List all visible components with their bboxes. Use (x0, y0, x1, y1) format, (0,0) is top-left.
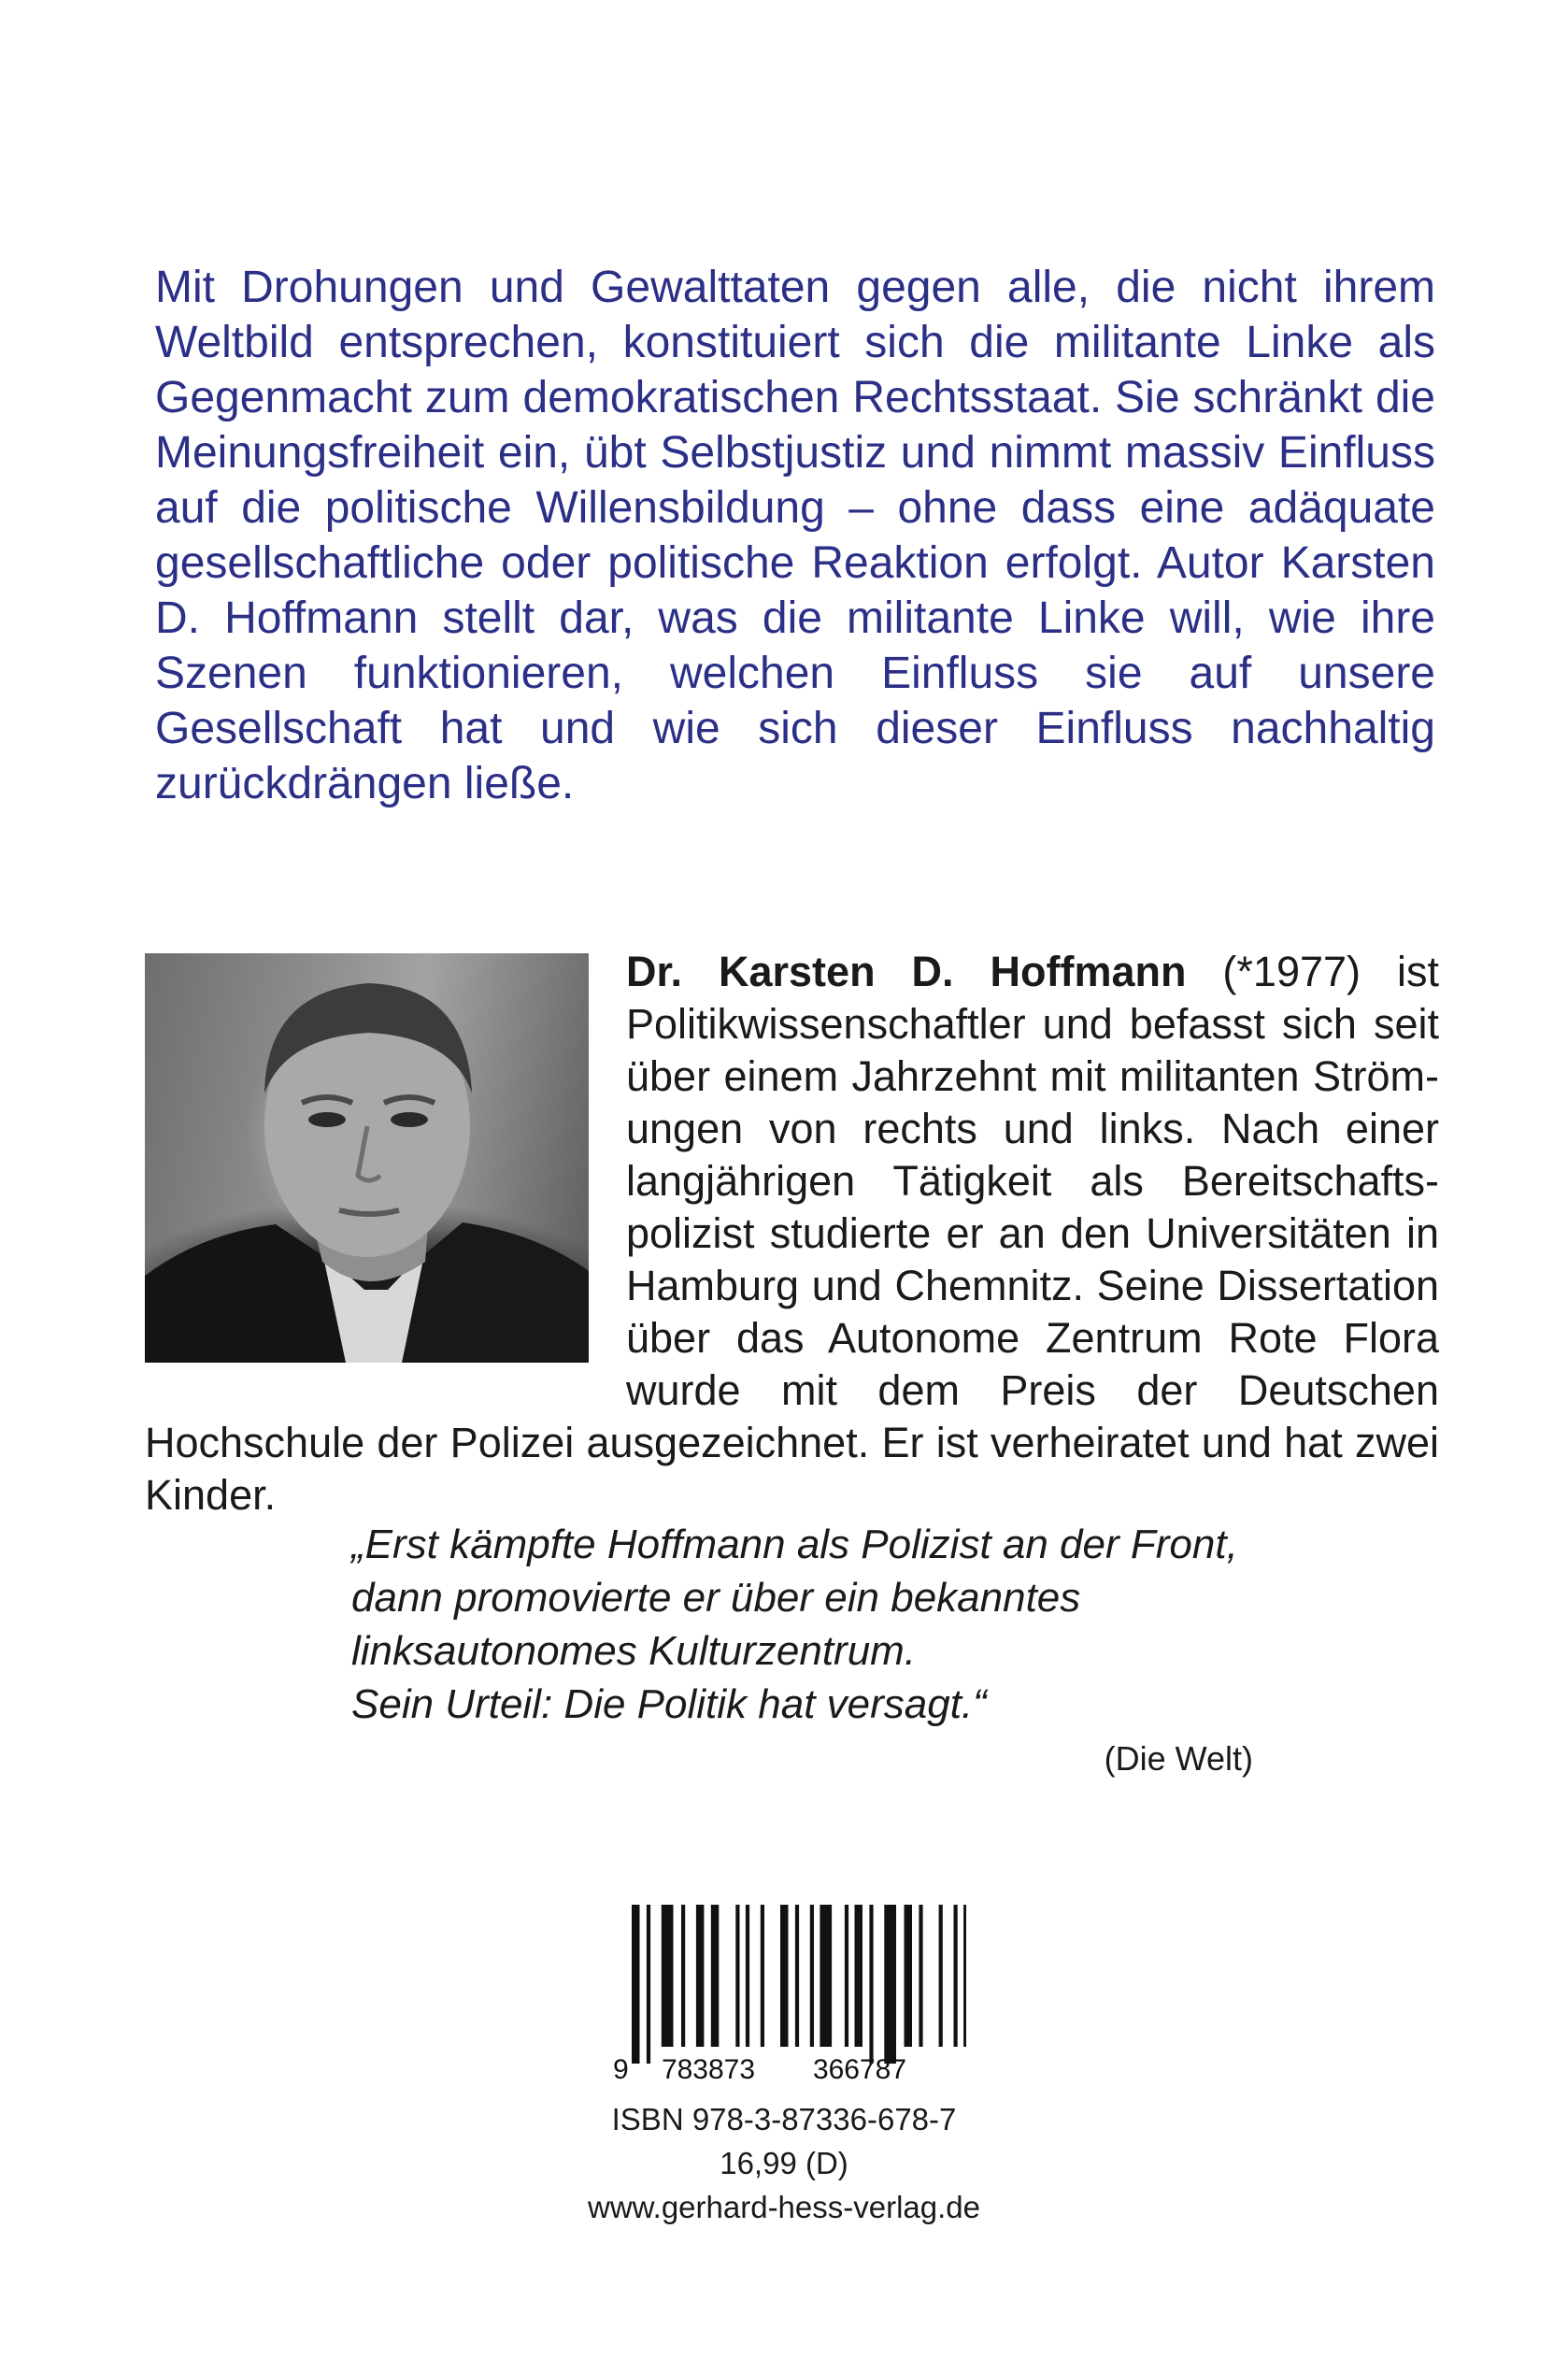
barcode-bars (632, 1905, 966, 2064)
quote-line: linksautonomes Kulturzentrum. (351, 1628, 917, 1674)
barcode-bar (855, 1905, 863, 2047)
barcode-bar (780, 1905, 789, 2047)
back-cover-blurb: Mit Drohungen und Gewalttaten gegen alle, die nicht ihrem Weltbild entsprechen, konstituiert sich die militante Linke als Gegenmacht zum demokratischen Rechtsstaat. Sie schränkt die Meinungsfreiheit ein, übt Selbstjustiz und nimmt massiv Einfluss auf die politische Willensbildung – ohne dass eine adäquate gesellschaftliche oder politische Reaktion erfolgt. Autor Karsten D. Hoffmann stellt dar, was die militante Linke will, wie ihre Szenen funktionieren, welchen Einfluss sie auf unsere Gesellschaft hat und wie sich dieser Einfluss nachhaltig zurückdrängen ließe. (155, 263, 1435, 808)
barcode-bar (845, 1905, 848, 2047)
isbn-number: ISBN 978-3-87336-678-7 (611, 2102, 957, 2136)
barcode-digit-prefix: 9 (613, 2054, 629, 2084)
barcode-bar (939, 1905, 943, 2047)
barcode-bar (884, 1905, 896, 2064)
barcode-bar (810, 1905, 814, 2047)
barcode-bar (696, 1905, 705, 2047)
barcode-bar (711, 1905, 720, 2047)
barcode-bar (963, 1905, 966, 2047)
barcode-bar (761, 1905, 764, 2047)
barcode-bar (919, 1905, 922, 2047)
quote-line: „Erst kämpfte Hoffmann als Polizist an der Front, (351, 1522, 1238, 1567)
barcode-bar (795, 1905, 799, 2047)
author-photo (145, 953, 589, 1363)
barcode-bar (647, 1905, 650, 2064)
publication-info (0, 2097, 1568, 2229)
barcode-bar (735, 1905, 739, 2047)
barcode-bar (681, 1905, 685, 2047)
author-name: Dr. Karsten D. Hoffmann (626, 948, 1187, 995)
press-quote (351, 1518, 1286, 1778)
quote-line: Sein Urteil: Die Politik hat versagt.“ (351, 1681, 987, 1727)
barcode-digits-right: 366787 (812, 2054, 907, 2084)
publisher-website: www.gerhard-hess-verlag.de (587, 2190, 981, 2224)
author-bio-text: (*1977) ist Politikwissenschaftler und befasst sich seit über einem Jahrzehnt mit militanten Strömungen von rechts und links. Nach einer langjährigen Tätigkeit als Bereitschaftspolizist studierte er an den Universitäten in Hamburg und Chemnitz. Seine Dissertation über das Autonome Zentrum Rote Flora wurde mit dem Preis der Deutschen Hochschule der Polizei ausgezeichnet. Er ist verheiratet und hat zwei Kinder. (145, 948, 1439, 1519)
quote-line: dann promovierte er über ein bekanntes (351, 1575, 1081, 1621)
isbn-barcode (606, 1905, 966, 2084)
price: 16,99 (D) (720, 2146, 848, 2180)
barcode-bar (954, 1905, 958, 2047)
barcode-bar (820, 1905, 832, 2047)
quote-source: (Die Welt) (1104, 1739, 1253, 1778)
barcode-bar (869, 1905, 873, 2064)
barcode-bar (632, 1905, 640, 2064)
author-section (145, 946, 1439, 1522)
barcode-bar (662, 1905, 674, 2047)
barcode-bar (746, 1905, 749, 2047)
barcode-digits-left: 783873 (661, 2054, 756, 2084)
barcode-bar (905, 1905, 913, 2047)
